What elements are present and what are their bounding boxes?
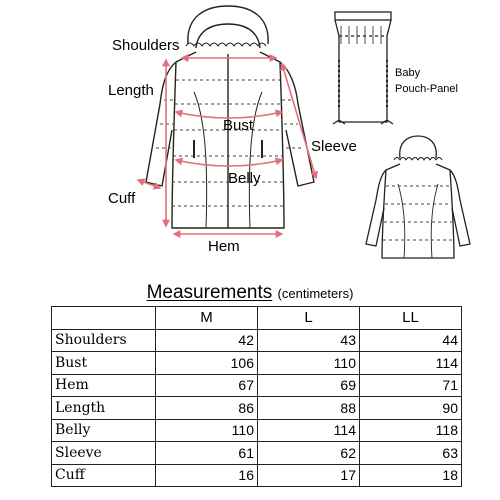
label-length: Length	[108, 82, 154, 99]
label-pouch-line2: Pouch-Panel	[395, 83, 458, 95]
cell-value: 67	[156, 374, 258, 397]
cell-value: 69	[258, 374, 360, 397]
belly-arrow	[176, 160, 282, 166]
row-label: Cuff	[52, 464, 156, 487]
label-belly: Belly	[228, 170, 261, 187]
label-shoulders: Shoulders	[112, 37, 180, 54]
row-label: Length	[52, 397, 156, 420]
table-row	[52, 397, 462, 420]
sleeve-arrow	[282, 64, 316, 178]
label-cuff: Cuff	[108, 190, 136, 207]
cell-value: 18	[360, 464, 462, 487]
cell-value: 62	[258, 442, 360, 465]
row-label: Shoulders	[52, 329, 156, 352]
quilting-lines	[156, 80, 302, 206]
table-header-row	[52, 307, 462, 330]
table-row	[52, 442, 462, 465]
label-bust: Bust	[223, 117, 254, 134]
cell-value: 110	[156, 419, 258, 442]
row-label: Sleeve	[52, 442, 156, 465]
header-size-l: L	[258, 307, 360, 330]
table-row	[52, 329, 462, 352]
cell-value: 71	[360, 374, 462, 397]
table-title	[0, 282, 500, 304]
table-unit: (centimeters)	[277, 286, 354, 301]
cell-value: 43	[258, 329, 360, 352]
measurements-table	[51, 306, 462, 487]
header-size-m: M	[156, 307, 258, 330]
cell-value: 61	[156, 442, 258, 465]
header-size-ll: LL	[360, 307, 462, 330]
back-quilting-lines	[383, 186, 453, 240]
cell-value: 90	[360, 397, 462, 420]
row-label: Belly	[52, 419, 156, 442]
row-label: Hem	[52, 374, 156, 397]
table-row	[52, 374, 462, 397]
cell-value: 110	[258, 352, 360, 375]
baby-pouch-panel-drawing	[333, 12, 393, 124]
label-pouch-line1: Baby	[395, 67, 421, 79]
header-empty	[52, 307, 156, 330]
cell-value: 114	[258, 419, 360, 442]
label-hem: Hem	[208, 238, 240, 255]
table-row	[52, 464, 462, 487]
cell-value: 118	[360, 419, 462, 442]
cell-value: 63	[360, 442, 462, 465]
cell-value: 88	[258, 397, 360, 420]
table-row	[52, 419, 462, 442]
cell-value: 42	[156, 329, 258, 352]
cell-value: 16	[156, 464, 258, 487]
table-title-text: Measurements	[146, 282, 273, 303]
label-sleeve: Sleeve	[311, 138, 357, 155]
cell-value: 86	[156, 397, 258, 420]
table-row	[52, 352, 462, 375]
cell-value: 44	[360, 329, 462, 352]
back-coat-drawing	[366, 136, 470, 258]
cell-value: 106	[156, 352, 258, 375]
row-label: Bust	[52, 352, 156, 375]
cell-value: 114	[360, 352, 462, 375]
cell-value: 17	[258, 464, 360, 487]
